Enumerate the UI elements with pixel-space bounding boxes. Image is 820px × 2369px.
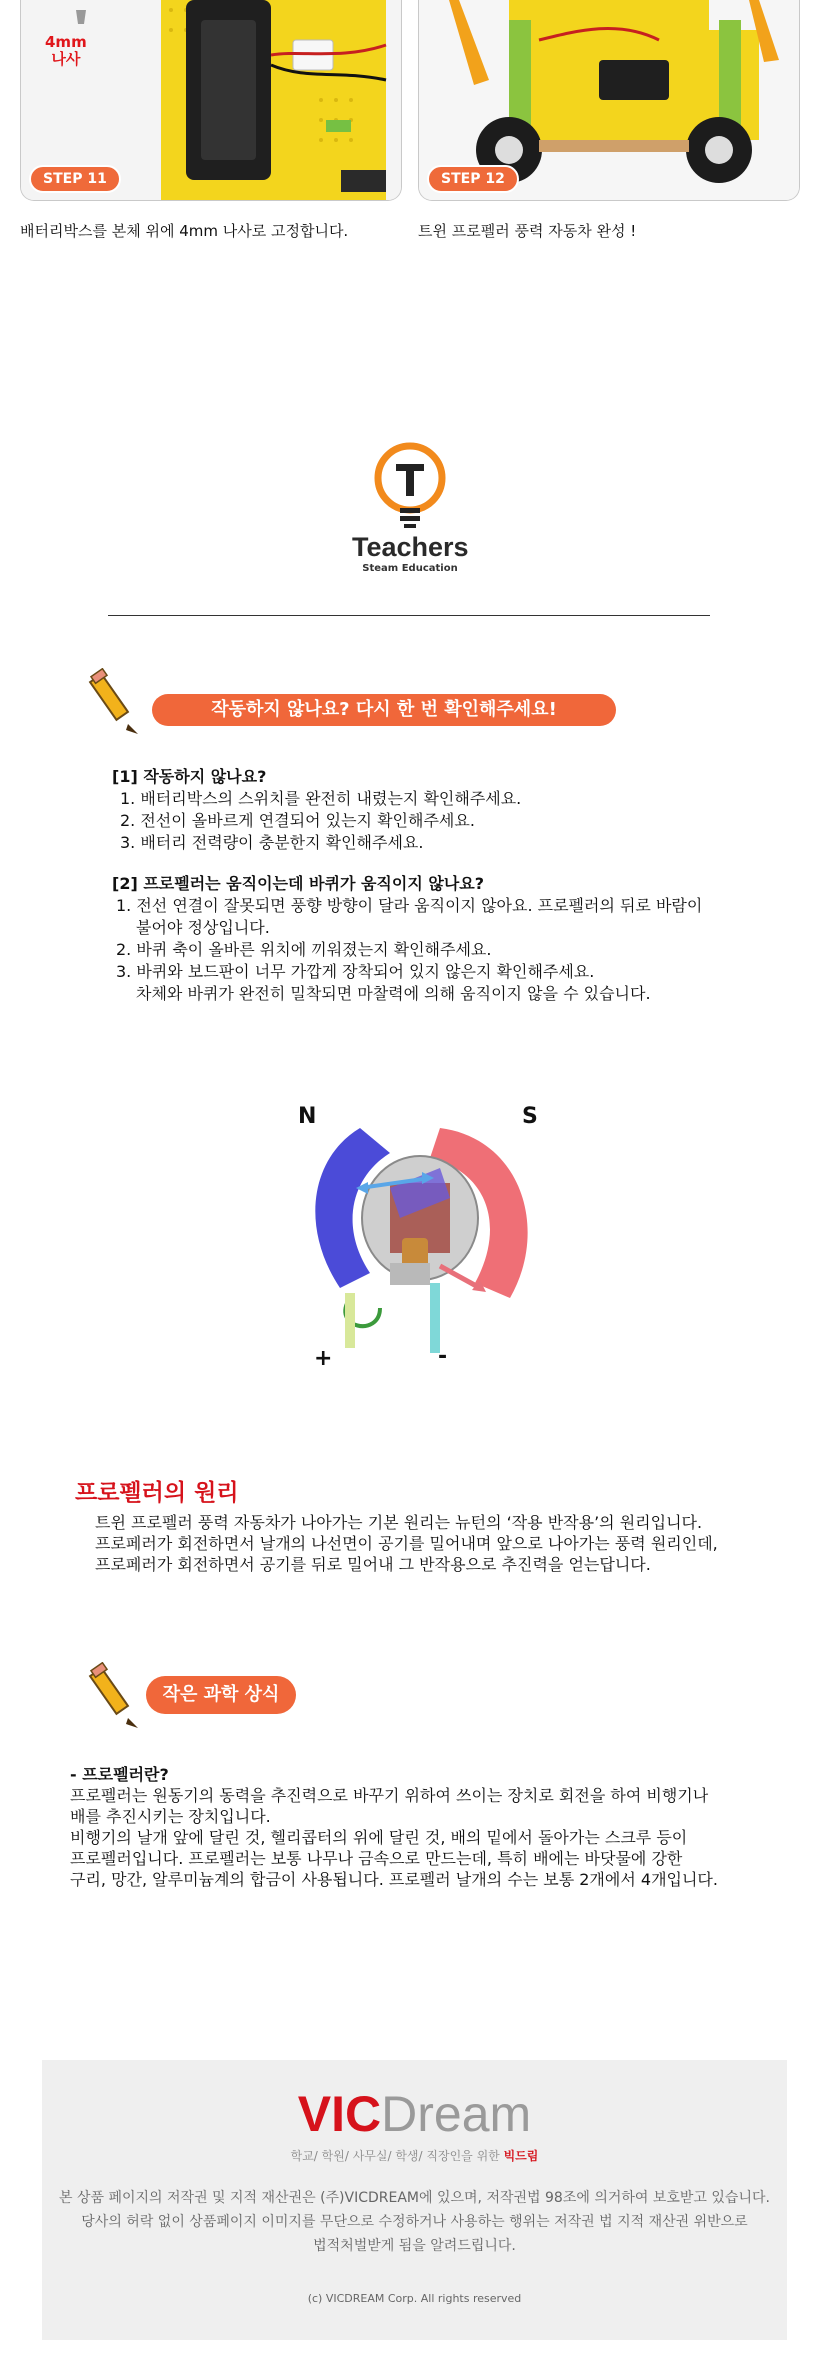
principle-line-3: 프로페러가 회전하면서 공기를 뒤로 밀어내 그 반작용으로 추진력을 얻는답니다. <box>95 1555 651 1574</box>
plus-terminal-label: + <box>314 1346 333 1371</box>
step-12-caption: 트윈 프로펠러 풍력 자동차 완성 ! <box>418 222 637 240</box>
pencil-icon <box>88 1662 146 1732</box>
footer <box>42 2060 787 2340</box>
q1-item-1: 1. 배터리박스의 스위치를 완전히 내렸는지 확인해주세요. <box>120 789 522 808</box>
q1-item-3: 3. 배터리 전력량이 충분한지 확인해주세요. <box>120 833 424 852</box>
footer-notice-1: 본 상품 페이지의 저작권 및 지적 재산권은 (주)VICDREAM에 있으며, 저작권법 98조에 의거하여 보호받고 있습니다. <box>59 2190 770 2206</box>
section-divider <box>108 615 710 616</box>
q2-item-2: 2. 바퀴 축이 올바른 위치에 끼워졌는지 확인해주세요. <box>116 940 492 959</box>
q2-item-1: 1. 전선 연결이 잘못되면 풍향 방향이 달라 움직이지 않아요. 프로펠러의 뒤로 바람이 <box>116 896 703 915</box>
science-line-3: 배를 추진시키는 장치입니다. <box>70 1807 271 1826</box>
motor-diagram <box>290 1088 550 1378</box>
q2-item-1-cont: 불어야 정상입니다. <box>136 918 270 937</box>
teachers-logo <box>352 440 468 574</box>
teachers-logo-name: Teachers <box>352 532 469 562</box>
footer-notice-3: 법적처벌받게 됨을 알려드립니다. <box>313 2238 516 2254</box>
footer-tagline-text: 학교/ 학원/ 사무실/ 학생/ 직장인을 위한 <box>290 2149 500 2163</box>
footer-notice-2: 당사의 허락 없이 상품페이지 이미지를 무단으로 수정하거나 사용하는 행위는 저작권 법 지적 재산권 위반으로 <box>81 2214 748 2230</box>
screw-callout: 4mm 나사 <box>45 33 87 68</box>
footer-tagline <box>42 2146 787 2167</box>
lightbulb-icon <box>370 440 450 532</box>
q2-item-3-cont: 차체와 바퀴가 완전히 밀착되면 마찰력에 의해 움직이지 않을 수 있습니다. <box>136 984 651 1003</box>
science-line-4: 비행기의 날개 앞에 달린 것, 헬리콥터의 위에 달린 것, 배의 밑에서 돌아가는 스크루 등이 <box>70 1828 688 1847</box>
step-11-photo <box>20 0 402 201</box>
principle-title: 프로펠러의 원리 <box>75 1480 239 1506</box>
science-line-1: - 프로펠러란? <box>70 1765 169 1784</box>
vicdream-logo <box>42 2086 787 2142</box>
science-line-2: 프로펠러는 원동기의 동력을 추진력으로 바꾸기 위하여 쓰이는 장치로 회전을 하여 비행기나 <box>70 1786 709 1805</box>
vicdream-logo-dream: Dream <box>381 2086 532 2142</box>
principle-line-1: 트윈 프로펠러 풍력 자동차가 나아가는 기본 원리는 뉴턴의 ‘작용 반작용’의 원리입니다. <box>95 1513 703 1532</box>
footer-copyright: (c) VICDREAM Corp. All rights reserved <box>307 2292 522 2305</box>
q2-item-3: 3. 바퀴와 보드판이 너무 가깝게 장착되어 있지 않은지 확인해주세요. <box>116 962 595 981</box>
principle-line-2: 프로페러가 회전하면서 날개의 나선면이 공기를 밀어내며 앞으로 나아가는 풍력 원리인데, <box>95 1534 718 1553</box>
science-line-6: 구리, 망간, 알루미늄계의 합금이 사용됩니다. 프로펠러 날개의 수는 보통 2개에서 4개입니다. <box>70 1870 718 1889</box>
step-11-caption: 배터리박스를 본체 위에 4mm 나사로 고정합니다. <box>20 222 349 240</box>
q1-item-2: 2. 전선이 올바르게 연결되어 있는지 확인해주세요. <box>120 811 475 830</box>
check-banner: 작동하지 않나요? 다시 한 번 확인해주세요! <box>152 694 616 726</box>
dc-motor-illustration <box>290 1088 550 1378</box>
science-line-5: 프로펠러입니다. 프로펠러는 보통 나무나 금속으로 만드는데, 특히 배에는 바닷물에 강한 <box>70 1849 683 1868</box>
minus-terminal-label: - <box>438 1344 448 1369</box>
science-banner: 작은 과학 상식 <box>146 1676 296 1714</box>
pencil-icon <box>88 668 146 738</box>
step-11-badge: STEP 11 <box>29 165 121 193</box>
q1-title: [1] 작동하지 않나요? <box>112 767 267 786</box>
footer-tagline-accent: 빅드림 <box>503 2149 539 2163</box>
vicdream-logo-vic: VIC <box>297 2086 382 2142</box>
step-12-photo <box>418 0 800 201</box>
north-label: N <box>298 1104 317 1129</box>
teachers-logo-sub: Steam Education <box>362 563 458 574</box>
south-label: S <box>522 1104 538 1129</box>
q2-title: [2] 프로펠러는 움직이는데 바퀴가 움직이지 않나요? <box>112 874 485 893</box>
step-12-badge: STEP 12 <box>427 165 519 193</box>
